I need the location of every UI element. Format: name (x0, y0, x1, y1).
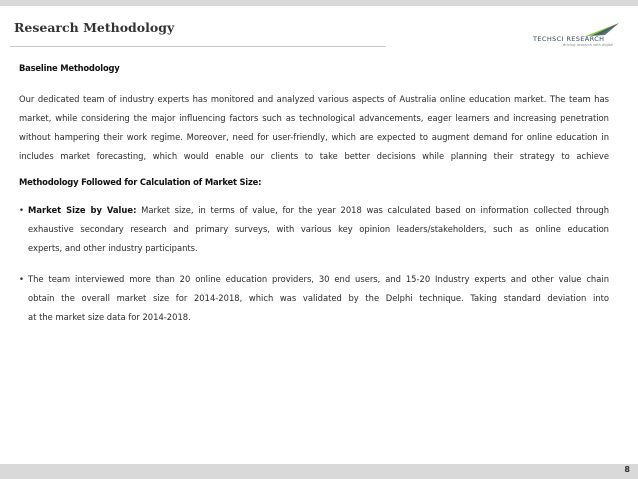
bullet-market-size (19, 201, 609, 258)
paragraph-line: Our dedicated team of industry experts has monitored and analyzed various aspects of Australia online education market. The team has (19, 94, 609, 104)
title-divider (10, 46, 386, 47)
bullet-icon: • (19, 205, 24, 215)
page-title: Research Methodology (14, 20, 175, 35)
techsci-logo (533, 22, 625, 52)
baseline-heading: Baseline Methodology (19, 63, 120, 73)
paragraph-line: includes market forecasting, which would enable our clients to take better decisions while planning their strategy to achieve (19, 151, 609, 161)
content-body (19, 59, 609, 327)
logo-tagline: driving research with digital (563, 43, 614, 47)
bullet-line: exhaustive secondary research and primary surveys, with various key opinion leaders/stakeholders, such as online education (28, 224, 609, 234)
bullet-icon: • (19, 274, 24, 284)
bullet-line: experts, and other industry participants. (28, 243, 198, 253)
bullet-line (28, 201, 609, 220)
bullet-line: obtain the overall market size for 2014-2018, which was validated by the Delphi technique. Taking standard deviation into (28, 293, 609, 303)
bullet-line: The team interviewed more than 20 online education providers, 30 end users, and 15-20 Industry experts and other value chain (28, 274, 609, 284)
paragraph-line: without hampering their work regime. Moreover, need for user-friendly, which are expected to augment demand for online education in (19, 132, 609, 142)
bullet-interviews (19, 270, 609, 327)
paragraph-line: market, while considering the major influencing factors such as technological advancements, eager learners and increasing penetration (19, 113, 609, 123)
bullet-lead: Market Size by Value: (28, 205, 137, 215)
logo-name: TECHSCI RESEARCH (533, 35, 605, 43)
methodology-heading: Methodology Followed for Calculation of Market Size: (19, 177, 262, 187)
footer-bar (0, 464, 638, 479)
bullet-line: at the market size data for 2014-2018. (28, 312, 191, 322)
bullet-text: Market size, in terms of value, for the year 2018 was calculated based on information collected through (141, 205, 610, 215)
top-bar (0, 0, 638, 6)
page-number: 8 (624, 465, 630, 474)
baseline-paragraph (19, 90, 609, 166)
